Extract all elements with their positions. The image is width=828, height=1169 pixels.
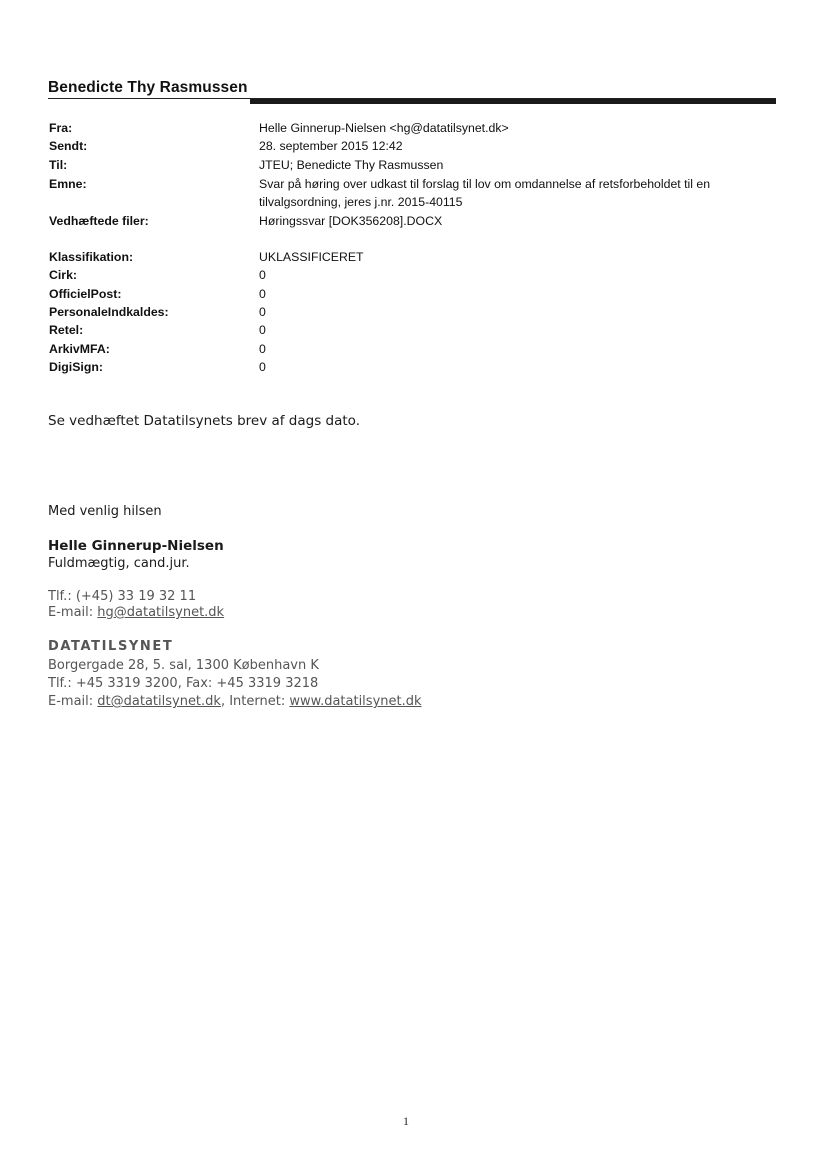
signature-email-label: E-mail: bbox=[48, 605, 98, 620]
header-value: 0 bbox=[259, 323, 266, 337]
attachment-link[interactable]: Høringssvar [DOK356208].DOCX bbox=[259, 214, 443, 228]
organization-contact-line bbox=[48, 694, 422, 709]
organization-website-link[interactable]: www.datatilsynet.dk bbox=[289, 694, 422, 709]
header-label: ArkivMFA: bbox=[49, 342, 110, 356]
header-label: OfficielPost: bbox=[49, 287, 122, 301]
signature-email-line bbox=[48, 605, 224, 620]
header-label: Sendt: bbox=[49, 139, 88, 153]
header-label: DigiSign: bbox=[49, 360, 103, 374]
signature-name: Helle Ginnerup-Nielsen bbox=[48, 538, 224, 554]
mail-owner-name: Benedicte Thy Rasmussen bbox=[48, 79, 248, 96]
header-label: Fra: bbox=[49, 121, 73, 135]
header-value: 0 bbox=[259, 287, 266, 301]
organization-email-link[interactable]: dt@datatilsynet.dk bbox=[97, 694, 221, 709]
header-label: Vedhæftede filer: bbox=[49, 214, 149, 228]
header-label: Klassifikation: bbox=[49, 250, 134, 264]
header-value: JTEU; Benedicte Thy Rasmussen bbox=[259, 158, 444, 172]
header-value: 0 bbox=[259, 360, 266, 374]
organization-internet-label: , Internet: bbox=[220, 694, 290, 709]
header-value-line2: tilvalgsordning, jeres j.nr. 2015-40115 bbox=[259, 195, 463, 209]
organization-email-label: E-mail: bbox=[48, 694, 98, 709]
header-value: Helle Ginnerup-Nielsen <hg@datatilsynet.dk> bbox=[259, 121, 509, 135]
header-value: 0 bbox=[259, 342, 266, 356]
page-number: 1 bbox=[403, 1114, 409, 1128]
header-label: Emne: bbox=[49, 177, 87, 191]
header-value: 0 bbox=[259, 268, 266, 282]
organization-phone-fax: Tlf.: +45 3319 3200, Fax: +45 3319 3218 bbox=[48, 676, 319, 691]
organization-name: DATATILSYNET bbox=[48, 639, 174, 654]
header-label: Cirk: bbox=[49, 268, 78, 282]
signature-title: Fuldmægtig, cand.jur. bbox=[48, 556, 190, 571]
header-label: Retel: bbox=[49, 323, 84, 337]
header-value: UKLASSIFICERET bbox=[259, 250, 364, 264]
closing-greeting: Med venlig hilsen bbox=[48, 504, 162, 519]
header-value: Svar på høring over udkast til forslag til lov om omdannelse af retsforbeholdet til en bbox=[259, 177, 711, 191]
header-value: 0 bbox=[259, 305, 266, 319]
header-label: PersonaleIndkaldes: bbox=[49, 305, 169, 319]
signature-email-link[interactable]: hg@datatilsynet.dk bbox=[97, 605, 225, 620]
header-rule-thick bbox=[250, 99, 776, 104]
header-value: 28. september 2015 12:42 bbox=[259, 139, 403, 153]
header-label: Til: bbox=[49, 158, 68, 172]
signature-phone: Tlf.: (+45) 33 19 32 11 bbox=[48, 589, 197, 604]
message-body: Se vedhæftet Datatilsynets brev af dags dato. bbox=[48, 413, 360, 429]
organization-address: Borgergade 28, 5. sal, 1300 København K bbox=[48, 658, 319, 673]
